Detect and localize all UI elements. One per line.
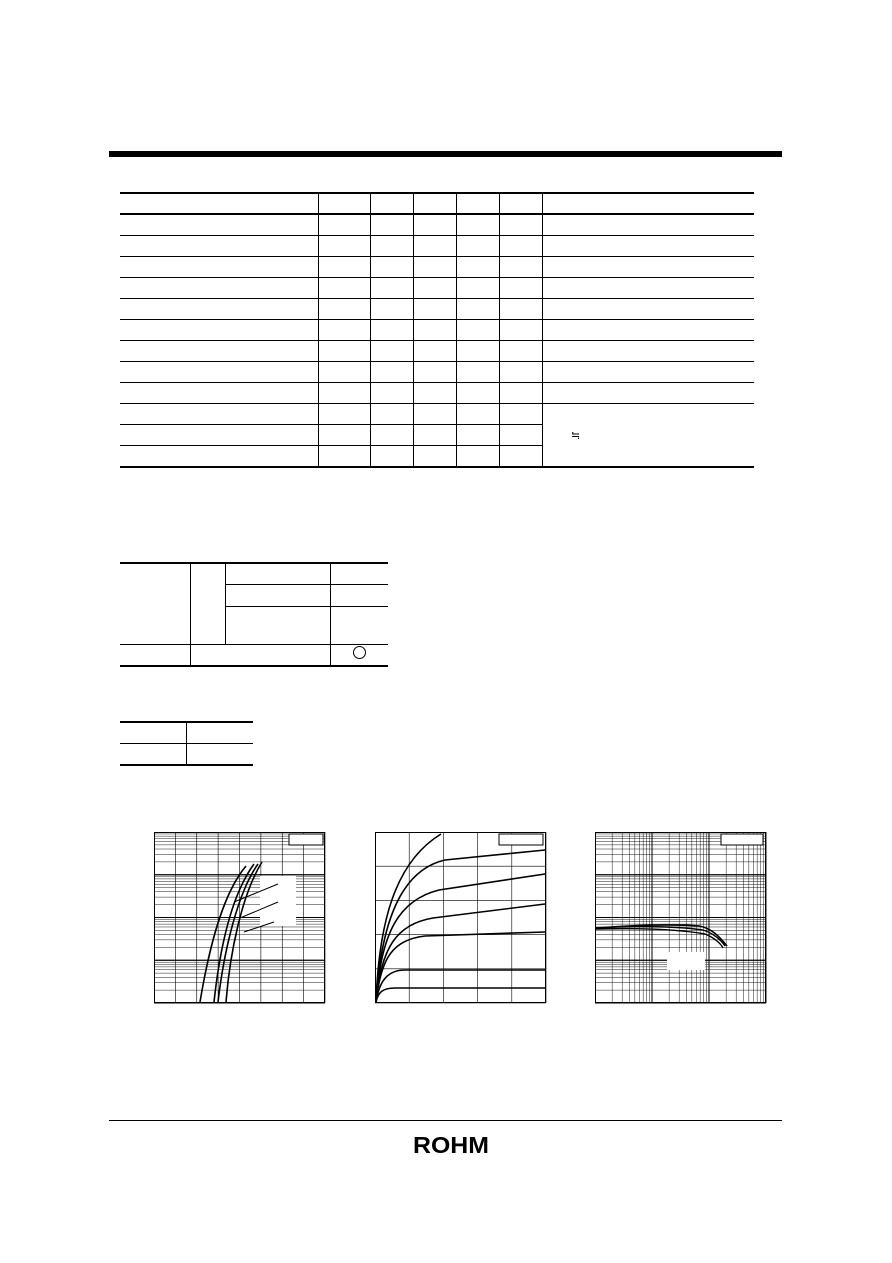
circle-mark [353, 646, 366, 659]
test-condition-cell [543, 404, 755, 468]
table-row [120, 722, 253, 744]
table-row [120, 341, 754, 362]
small-table [120, 721, 253, 766]
packaging-table [120, 562, 388, 667]
table-row [120, 278, 754, 299]
table-row [120, 404, 754, 425]
approx-symbol: ≒ [571, 430, 581, 442]
header-rule [109, 151, 782, 157]
chart-3-grid [595, 832, 766, 1003]
chart-1-curve [218, 864, 258, 1002]
chart-2-legend-box [499, 834, 543, 845]
chart-2-curve [376, 932, 545, 1002]
chart-2-curve [376, 988, 545, 1002]
chart-3 [595, 832, 767, 1004]
table-header-row [120, 193, 754, 214]
table-row [120, 299, 754, 320]
chart-1 [154, 832, 326, 1004]
characteristics-table [120, 192, 754, 468]
chart-2-curve [376, 850, 545, 1002]
table-row [120, 236, 754, 257]
chart-1-curve [200, 866, 246, 1002]
table-row [120, 320, 754, 341]
chart-3-legend-box [721, 834, 763, 845]
table-row [120, 744, 253, 766]
chart-2-curve [376, 970, 545, 1002]
table-row [120, 362, 754, 383]
table-row [120, 214, 754, 236]
table-row [120, 383, 754, 404]
table-row [120, 563, 388, 585]
chart-3-curve [596, 929, 723, 948]
footer-rule [109, 1120, 782, 1121]
chart-1-legend-box [289, 834, 323, 845]
table-row [120, 257, 754, 278]
logo-text: ROHM [413, 1134, 489, 1156]
chart-3-label-area [667, 952, 705, 970]
rohm-logo [413, 1134, 489, 1156]
chart-1-label-area [260, 876, 296, 926]
table-row [120, 645, 388, 667]
chart-2 [375, 832, 547, 1004]
